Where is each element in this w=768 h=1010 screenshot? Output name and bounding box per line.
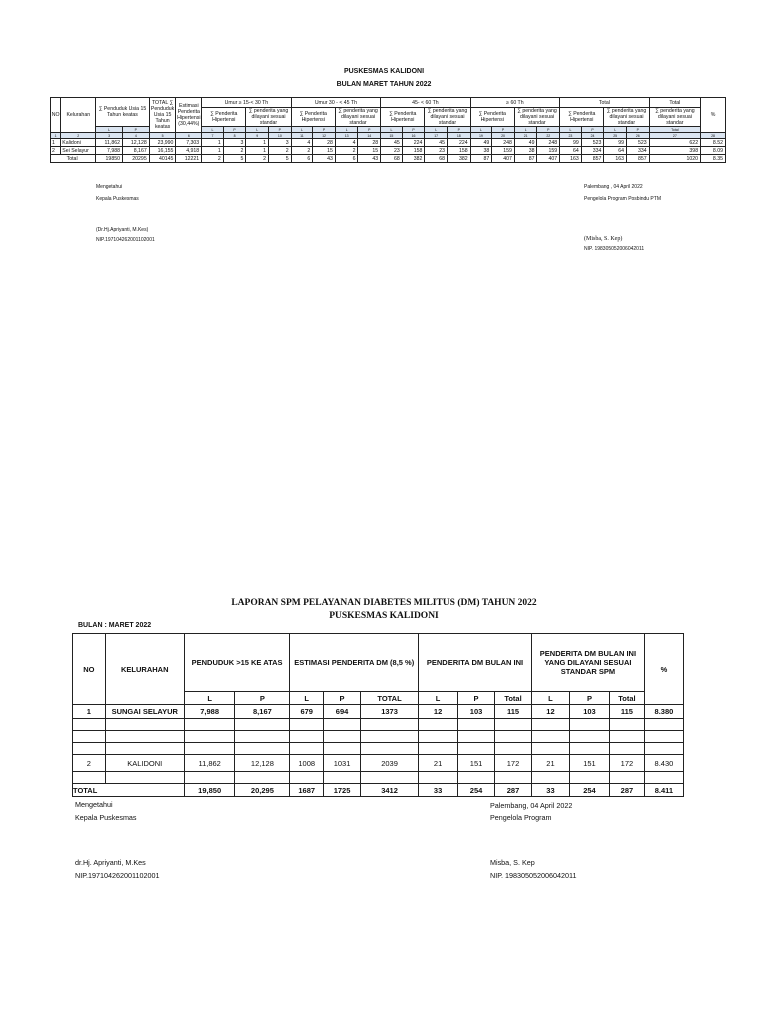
- table-cell: 43: [313, 155, 336, 163]
- dm-subtitle: PUSKESMAS KALIDONI: [329, 611, 439, 621]
- hyp-sign-pengelola: Pengelola Program Posbindu PTM: [584, 196, 661, 202]
- row-no: 2: [51, 147, 61, 155]
- table-total-row: [73, 784, 684, 797]
- table-cell: 12: [419, 705, 458, 719]
- table-cell: 407: [492, 155, 515, 163]
- hyp-group-total: Total: [560, 98, 650, 108]
- index-cell: 20: [492, 133, 515, 139]
- hyp-sub-dilayani: ∑ penderita yang dilayani sesuai standar: [514, 108, 559, 127]
- hyp-p: P: [358, 127, 381, 133]
- table-cell: 159: [537, 147, 560, 155]
- hyp-p: P: [122, 127, 149, 133]
- table-cell: 523: [626, 139, 649, 147]
- hyp-group-30-45: Umur 30 - < 45 Th: [291, 98, 381, 108]
- table-cell: 12221: [176, 155, 202, 163]
- table-cell: 857: [626, 155, 649, 163]
- dm-sign-kepala-nip: NIP.197104262001102001: [75, 871, 160, 880]
- hyp-l: L: [514, 127, 537, 133]
- hyp-sub-penderita: ∑ Penderita Hipertensi: [470, 108, 514, 127]
- hyp-sign-pengelola-nip: NIP. 198305052006042011: [584, 246, 645, 252]
- dm-p: P: [458, 692, 495, 705]
- table-cell: 334: [626, 147, 649, 155]
- table-cell: 254: [458, 784, 495, 797]
- table-cell: 68: [381, 155, 403, 163]
- row-no: 1: [51, 139, 61, 147]
- dm-bulan: BULAN : MARET 2022: [78, 622, 152, 629]
- row-kelurahan: KALIDONI: [105, 755, 184, 772]
- table-row: [73, 705, 684, 719]
- table-row: [73, 755, 684, 772]
- dm-col-estimasi: ESTIMASI PENDERITA DM (8,5 %): [290, 634, 419, 692]
- index-cell: 28: [701, 133, 726, 139]
- table-cell: 382: [447, 155, 470, 163]
- hyp-col-estimasi: Estimasi Penderita Hipertensi (30,44%): [176, 98, 202, 133]
- table-cell: 8,167: [122, 147, 149, 155]
- table-cell: 159: [492, 147, 515, 155]
- table-cell: 20295: [122, 155, 149, 163]
- table-cell: 8.430: [644, 755, 683, 772]
- table-cell: 15: [313, 147, 336, 155]
- hyp-sign-mengetahui: Mengetahui: [96, 184, 123, 190]
- table-cell: 45: [381, 139, 403, 147]
- table-cell: 2: [246, 155, 269, 163]
- hyp-sub-dilayani: ∑ penderita yang dilayani sesuai standar: [335, 108, 380, 127]
- hyp-col-kelurahan: Kelurahan: [61, 98, 96, 133]
- table-cell: 87: [514, 155, 537, 163]
- hyp-p: P: [626, 127, 649, 133]
- hyp-p: P: [313, 127, 336, 133]
- row-kelurahan: Sei Selayur: [61, 147, 96, 155]
- table-cell: 224: [402, 139, 425, 147]
- row-kelurahan: SUNGAI SELAYUR: [105, 705, 184, 719]
- dm-sign-kepala-name: dr.Hj. Apriyanti, M.Kes: [75, 858, 146, 867]
- table-cell: 1008: [290, 755, 324, 772]
- index-cell: 8: [223, 133, 246, 139]
- hyp-l: L: [381, 127, 403, 133]
- table-cell: 679: [290, 705, 324, 719]
- table-cell: 12,128: [122, 139, 149, 147]
- table-cell: 23,990: [149, 139, 176, 147]
- index-cell: 2: [61, 133, 96, 139]
- index-cell: 12: [313, 133, 336, 139]
- table-cell: 8.52: [701, 139, 726, 147]
- index-cell: 1: [51, 133, 61, 139]
- hyp-col-no: NO: [51, 98, 61, 133]
- table-cell: 49: [470, 139, 492, 147]
- total-label: TOTAL: [73, 784, 185, 797]
- table-cell: 28: [313, 139, 336, 147]
- dm-sign-kepala: Kepala Puskesmas: [75, 813, 137, 822]
- table-cell: 8.411: [644, 784, 683, 797]
- hyp-sign-kepala-nip: NIP.197104262001102001: [96, 237, 155, 243]
- row-no: 1: [73, 705, 106, 719]
- table-cell: 38: [514, 147, 537, 155]
- table-cell: 151: [569, 755, 609, 772]
- table-cell: 334: [581, 147, 604, 155]
- table-cell: 115: [495, 705, 532, 719]
- table-cell: 11,862: [96, 139, 123, 147]
- table-cell: 224: [447, 139, 470, 147]
- index-cell: 10: [269, 133, 292, 139]
- total-label: Total: [51, 155, 96, 163]
- table-cell: 1725: [324, 784, 361, 797]
- dm-col-kelurahan: KELURAHAN: [105, 634, 184, 705]
- index-cell: 17: [425, 133, 448, 139]
- table-cell: 6: [335, 155, 358, 163]
- hyp-l: L: [470, 127, 492, 133]
- table-cell: 163: [560, 155, 582, 163]
- hyp-sign-date: Palembang , 04 April 2022: [584, 184, 643, 190]
- hyp-total-lp: Total: [649, 127, 700, 133]
- table-cell: 248: [492, 139, 515, 147]
- table-cell: 4: [335, 139, 358, 147]
- hyp-sign-kepala-name: (Dr.Hj.Apriyanti, M.Kes): [96, 227, 149, 233]
- index-cell: 16: [402, 133, 425, 139]
- index-cell: 25: [604, 133, 627, 139]
- table-cell: 172: [610, 755, 645, 772]
- hyp-sub-dilayani: ∑ penderita yang dilayani sesuai standar: [425, 108, 470, 127]
- index-cell: 14: [358, 133, 381, 139]
- table-cell: 87: [470, 155, 492, 163]
- dm-col-dilayani: PENDERITA DM BULAN INI YANG DILAYANI SESUAI STANDAR SPM: [531, 634, 644, 692]
- table-cell: 19,850: [184, 784, 235, 797]
- hyp-sub-penderita: ∑ Penderita Hipertensi: [202, 108, 246, 127]
- dm-sign-mengetahui: Mengetahui: [75, 800, 113, 809]
- hyp-p: P: [447, 127, 470, 133]
- index-cell: 9: [246, 133, 269, 139]
- hyp-sub-dilayani: ∑ penderita yang dilayani sesuai standar: [246, 108, 291, 127]
- hyp-sub-dilayani: ∑ penderita yang dilayani sesuai standar: [604, 108, 649, 127]
- table-cell: 5: [223, 155, 246, 163]
- table-cell: 40145: [149, 155, 176, 163]
- index-cell: 22: [537, 133, 560, 139]
- row-kelurahan: Kalidoni: [61, 139, 96, 147]
- table-cell: 2: [335, 147, 358, 155]
- hyp-l: L: [246, 127, 269, 133]
- hyp-sub-penderita: ∑ Penderita Hipertensi: [560, 108, 604, 127]
- hyp-sign-pengelola-name: (Misba, S. Kep): [584, 236, 623, 242]
- dm-total: Total: [495, 692, 532, 705]
- table-cell: 33: [419, 784, 458, 797]
- hyp-p: P: [402, 127, 425, 133]
- hyp-sign-kepala: Kepala Puskesmas: [96, 196, 139, 202]
- table-cell: 2: [269, 147, 292, 155]
- table-cell: 38: [470, 147, 492, 155]
- table-cell: 158: [447, 147, 470, 155]
- dm-sign-pengelola-nip: NIP. 198305052006042011: [490, 871, 577, 880]
- table-cell: 407: [537, 155, 560, 163]
- table-cell: 45: [425, 139, 448, 147]
- table-cell: 8.380: [644, 705, 683, 719]
- table-cell: 8,167: [235, 705, 290, 719]
- table-cell: 19850: [96, 155, 123, 163]
- table-cell: 7,988: [184, 705, 235, 719]
- hyp-sub-penderita: ∑ Penderita Hipertensi: [291, 108, 335, 127]
- index-cell: 4: [122, 133, 149, 139]
- index-cell: 19: [470, 133, 492, 139]
- hyp-l: L: [96, 127, 123, 133]
- dm-col-penduduk: PENDUDUK >15 KE ATAS: [184, 634, 290, 692]
- dm-col-pct: %: [644, 634, 683, 705]
- hyp-col-pct: %: [701, 98, 726, 133]
- table-cell: 99: [604, 139, 627, 147]
- index-cell: 7: [202, 133, 224, 139]
- index-cell: 26: [626, 133, 649, 139]
- table-cell: 43: [358, 155, 381, 163]
- table-cell: 8.09: [701, 147, 726, 155]
- hyp-title: PUSKESMAS KALIDONI: [343, 68, 425, 75]
- table-cell: 287: [610, 784, 645, 797]
- table-cell: 16,155: [149, 147, 176, 155]
- table-cell: 287: [495, 784, 532, 797]
- index-cell: 5: [149, 133, 176, 139]
- table-cell: 2: [223, 147, 246, 155]
- hyp-subtitle: BULAN MARET TAHUN 2022: [336, 81, 432, 88]
- hyp-p: P: [492, 127, 515, 133]
- table-cell: 248: [537, 139, 560, 147]
- table-cell: 33: [531, 784, 569, 797]
- table-cell: 23: [425, 147, 448, 155]
- hyp-p: P: [269, 127, 292, 133]
- table-cell: 523: [581, 139, 604, 147]
- hyp-p: P: [537, 127, 560, 133]
- index-cell: 18: [447, 133, 470, 139]
- dm-p: P: [235, 692, 290, 705]
- table-cell: 398: [649, 147, 700, 155]
- table-cell: 2039: [361, 755, 419, 772]
- table-cell: 254: [569, 784, 609, 797]
- index-cell: 21: [514, 133, 537, 139]
- table-cell: 158: [402, 147, 425, 155]
- table-cell: 1: [246, 139, 269, 147]
- hypertension-table: [50, 97, 726, 163]
- dm-sign-pengelola-name: Misba, S. Kep: [490, 858, 535, 867]
- hyp-sub-penderita: ∑ Penderita Hipertensi: [381, 108, 425, 127]
- table-cell: 7,988: [96, 147, 123, 155]
- table-cell: 28: [358, 139, 381, 147]
- hyp-p: P: [223, 127, 246, 133]
- index-cell: 6: [176, 133, 202, 139]
- table-cell: 4,918: [176, 147, 202, 155]
- dm-col-no: NO: [73, 634, 106, 705]
- table-cell: 7,303: [176, 139, 202, 147]
- hyp-l: L: [202, 127, 224, 133]
- hyp-sub-total: ∑ penderita yang dilayani sesuai standar: [649, 108, 700, 127]
- index-cell: 27: [649, 133, 700, 139]
- hyp-group-60: ≥ 60 Th: [470, 98, 560, 108]
- blank-row: [73, 731, 684, 743]
- table-cell: 20,295: [235, 784, 290, 797]
- table-cell: 382: [402, 155, 425, 163]
- index-cell: 15: [381, 133, 403, 139]
- table-total-row: [51, 155, 726, 163]
- table-cell: 8.35: [701, 155, 726, 163]
- table-cell: 64: [560, 147, 582, 155]
- dm-title: LAPORAN SPM PELAYANAN DIABETES MILITUS (DM) TAHUN 2022: [231, 598, 537, 608]
- dm-col-penderita: PENDERITA DM BULAN INI: [419, 634, 532, 692]
- index-cell: 13: [335, 133, 358, 139]
- dm-sign-pengelola: Pengelola Program: [490, 813, 552, 822]
- table-cell: 1373: [361, 705, 419, 719]
- table-cell: 151: [458, 755, 495, 772]
- hyp-col-total-penduduk: TOTAL ∑ Penduduk Usia 15 Tahun keatas: [149, 98, 176, 133]
- table-cell: 103: [458, 705, 495, 719]
- dm-p: P: [569, 692, 609, 705]
- table-cell: 68: [425, 155, 448, 163]
- table-cell: 1031: [324, 755, 361, 772]
- table-cell: 6: [291, 155, 313, 163]
- table-cell: 64: [604, 147, 627, 155]
- table-cell: 99: [560, 139, 582, 147]
- hyp-group-45-60: 45- < 60 Th: [381, 98, 471, 108]
- dm-table: [72, 633, 684, 797]
- hyp-l: L: [425, 127, 448, 133]
- table-cell: 1: [202, 147, 224, 155]
- hyp-l: L: [291, 127, 313, 133]
- row-no: 2: [73, 755, 106, 772]
- table-cell: 49: [514, 139, 537, 147]
- table-cell: 103: [569, 705, 609, 719]
- dm-p: P: [324, 692, 361, 705]
- table-cell: 23: [381, 147, 403, 155]
- index-cell: 3: [96, 133, 123, 139]
- hyp-group-total2: Total: [649, 98, 700, 108]
- table-cell: 2: [202, 155, 224, 163]
- hyp-l: L: [560, 127, 582, 133]
- table-cell: 21: [531, 755, 569, 772]
- table-cell: 1020: [649, 155, 700, 163]
- hyp-l: L: [604, 127, 627, 133]
- table-cell: 694: [324, 705, 361, 719]
- blank-row: [73, 719, 684, 731]
- table-row: [51, 147, 726, 155]
- table-cell: 163: [604, 155, 627, 163]
- dm-total: TOTAL: [361, 692, 419, 705]
- table-cell: 1687: [290, 784, 324, 797]
- table-cell: 5: [269, 155, 292, 163]
- hyp-p: P: [581, 127, 604, 133]
- blank-row: [73, 772, 684, 784]
- blank-row: [73, 743, 684, 755]
- table-cell: 1: [246, 147, 269, 155]
- table-cell: 2: [291, 147, 313, 155]
- table-cell: 857: [581, 155, 604, 163]
- dm-l: L: [184, 692, 235, 705]
- table-cell: 15: [358, 147, 381, 155]
- dm-l: L: [531, 692, 569, 705]
- table-cell: 4: [291, 139, 313, 147]
- table-cell: 3: [223, 139, 246, 147]
- table-cell: 11,862: [184, 755, 235, 772]
- table-cell: 115: [610, 705, 645, 719]
- table-cell: 3: [269, 139, 292, 147]
- dm-total: Total: [610, 692, 645, 705]
- table-cell: 1: [202, 139, 224, 147]
- table-cell: 12,128: [235, 755, 290, 772]
- index-cell: 24: [581, 133, 604, 139]
- dm-sign-date: Palembang, 04 April 2022: [490, 801, 573, 810]
- table-cell: 21: [419, 755, 458, 772]
- dm-l: L: [290, 692, 324, 705]
- table-cell: 172: [495, 755, 532, 772]
- hyp-group-15-30: Umur ≥ 15-< 30 Th: [202, 98, 291, 108]
- table-row: [51, 139, 726, 147]
- table-cell: 3412: [361, 784, 419, 797]
- table-cell: 12: [531, 705, 569, 719]
- hyp-l: L: [335, 127, 358, 133]
- dm-l: L: [419, 692, 458, 705]
- hyp-col-penduduk: ∑ Penduduk Usia 15 Tahun keatas: [96, 98, 149, 127]
- index-cell: 11: [291, 133, 313, 139]
- index-cell: 23: [560, 133, 582, 139]
- table-cell: 622: [649, 139, 700, 147]
